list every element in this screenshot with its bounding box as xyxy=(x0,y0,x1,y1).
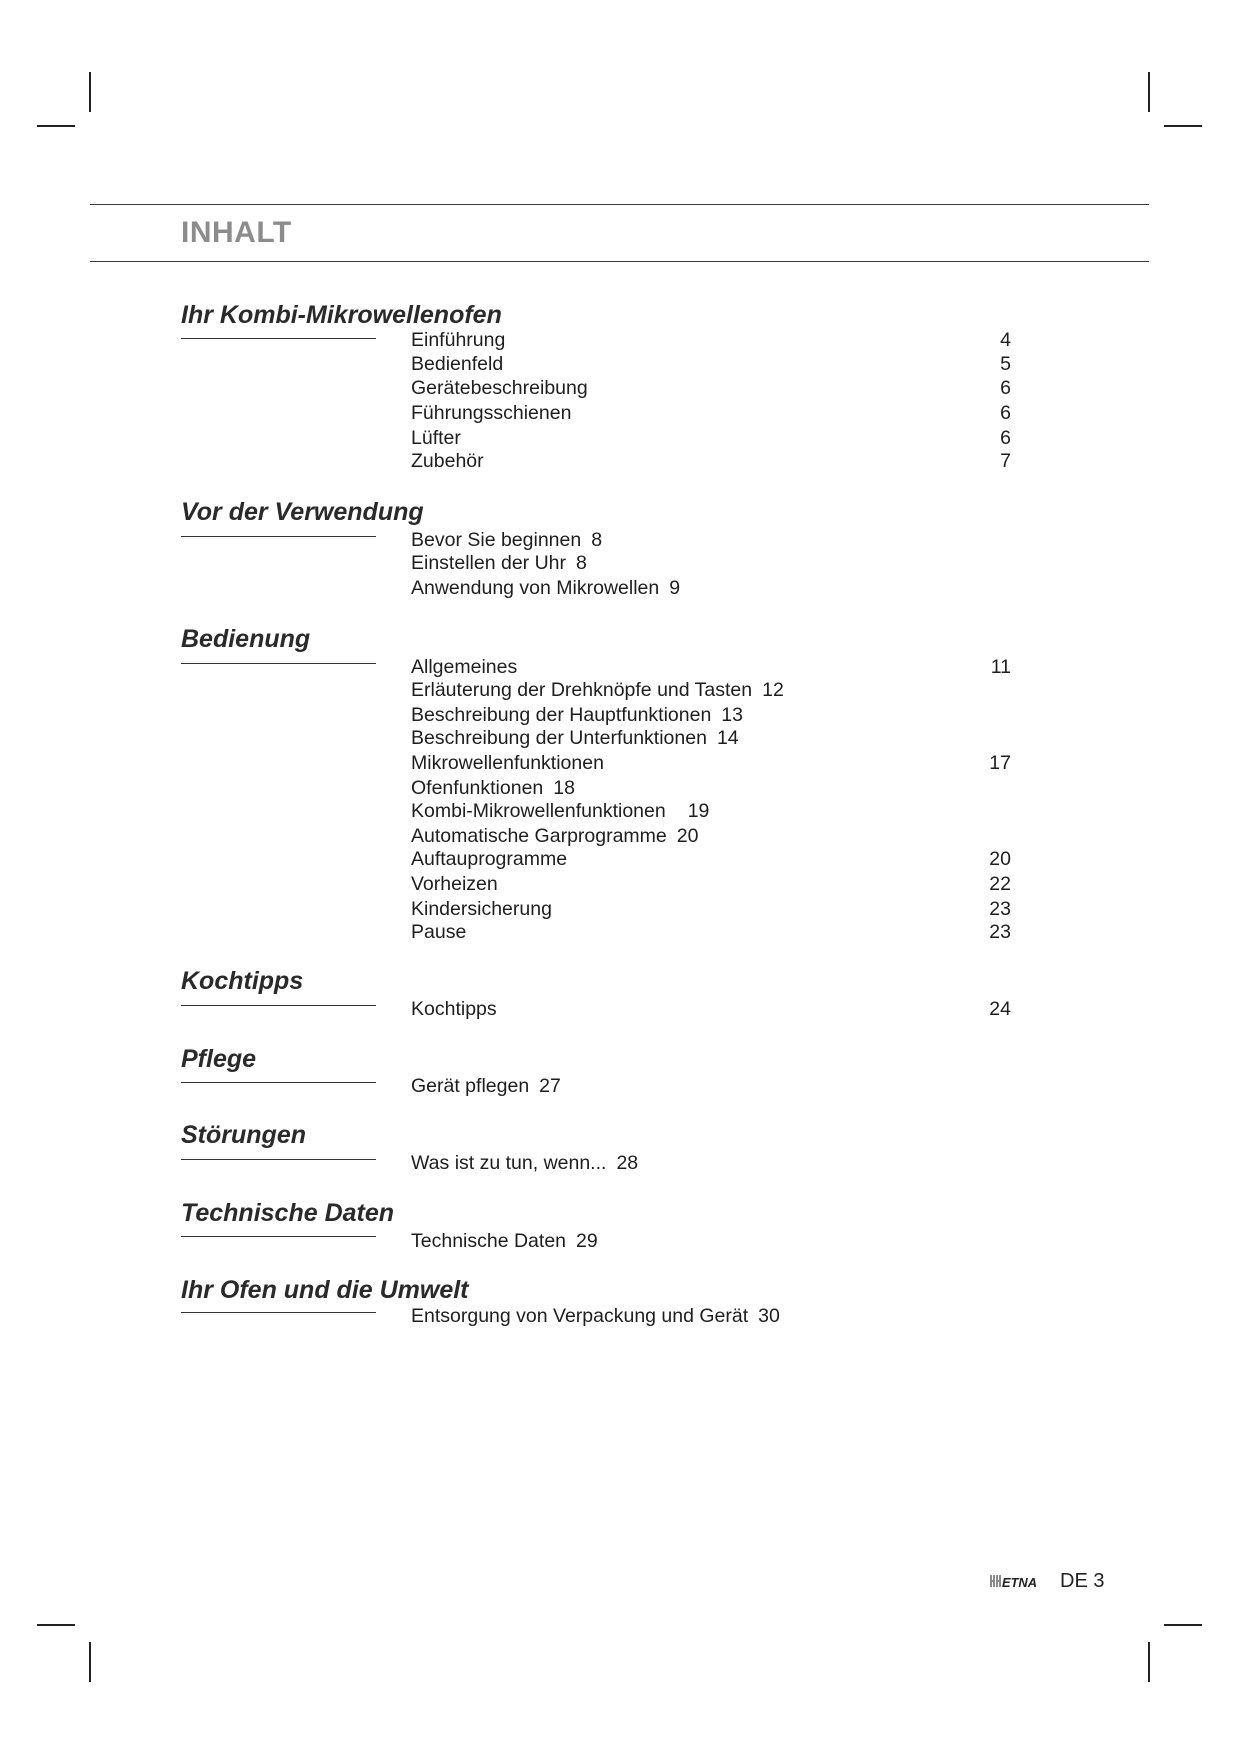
toc-entry-label: Kindersicherung xyxy=(411,898,552,920)
toc-entry-page: 24 xyxy=(989,998,1011,1020)
toc-entry-label: Anwendung von Mikrowellen xyxy=(411,577,660,599)
toc-entry[interactable] xyxy=(411,997,1011,1021)
toc-entry-page: 12 xyxy=(762,679,784,701)
toc-entry-label: Bevor Sie beginnen xyxy=(411,529,582,551)
toc-entry-page: 8 xyxy=(576,552,587,574)
toc-entry-label: Kombi-Mikrowellenfunktionen xyxy=(411,800,666,822)
toc-entry-label: Was ist zu tun, wenn... xyxy=(411,1152,607,1174)
section-underline xyxy=(181,1312,376,1313)
toc-entry[interactable] xyxy=(411,751,1011,775)
toc-entry[interactable] xyxy=(411,847,1011,871)
section-underline xyxy=(181,1236,376,1237)
toc-entry-page: 13 xyxy=(721,704,743,726)
section-heading: Pflege xyxy=(181,1045,257,1073)
toc-entry-page: 4 xyxy=(1000,329,1011,351)
toc-entry[interactable] xyxy=(411,1151,1011,1175)
crop-mark-bottom-right-vertical xyxy=(1148,1642,1150,1682)
toc-entry-label: Zubehör xyxy=(411,450,484,472)
toc-entry-page: 18 xyxy=(553,777,575,799)
toc-entry[interactable] xyxy=(411,576,1011,600)
toc-entry[interactable] xyxy=(411,920,1011,944)
toc-entry[interactable] xyxy=(411,528,1011,552)
toc-entry[interactable] xyxy=(411,1229,1011,1253)
toc-entry-label: Gerät pflegen xyxy=(411,1075,530,1097)
toc-entry[interactable] xyxy=(411,776,1011,800)
toc-entry-label: Entsorgung von Verpackung und Gerät xyxy=(411,1305,749,1327)
toc-entry-page: 30 xyxy=(758,1305,780,1327)
toc-entry[interactable] xyxy=(411,703,1011,727)
toc-entry-label: Allgemeines xyxy=(411,656,518,678)
toc-entry-label: Pause xyxy=(411,921,467,943)
toc-entry-page: 6 xyxy=(1000,427,1011,449)
toc-entry-label: Kochtipps xyxy=(411,998,497,1020)
toc-entry-label: Beschreibung der Unterfunktionen xyxy=(411,727,707,749)
crop-mark-bottom-right-horizontal xyxy=(1164,1624,1202,1626)
toc-entry-label: Automatische Garprogramme xyxy=(411,825,667,847)
toc-entry[interactable] xyxy=(411,426,1011,450)
header-bottom-rule xyxy=(90,261,1149,262)
etna-logo-icon xyxy=(990,1572,1038,1590)
toc-entry-label: Einstellen der Uhr xyxy=(411,552,566,574)
toc-entry-page: 20 xyxy=(676,825,699,847)
section-heading: Vor der Verwendung xyxy=(181,498,424,526)
toc-entry[interactable] xyxy=(411,824,1011,848)
section-heading: Ihr Kombi-Mikrowellenofen xyxy=(181,301,502,329)
toc-entry-page: 20 xyxy=(989,848,1011,870)
toc-entry[interactable] xyxy=(411,799,1011,823)
toc-entry[interactable] xyxy=(411,376,1011,400)
toc-entry[interactable] xyxy=(411,726,1011,750)
section-heading: Ihr Ofen und die Umwelt xyxy=(181,1276,469,1304)
toc-entry-label: Auftauprogramme xyxy=(411,848,568,870)
section-underline xyxy=(181,1005,376,1006)
section-underline xyxy=(181,536,376,537)
toc-entry-page: 11 xyxy=(990,656,1011,678)
toc-entry-label: Erläuterung der Drehknöpfe und Tasten xyxy=(411,679,753,701)
crop-mark-bottom-left-vertical xyxy=(89,1642,91,1682)
toc-entry-label: Lüfter xyxy=(411,427,461,449)
section-underline xyxy=(181,1159,376,1160)
toc-entry[interactable] xyxy=(411,352,1011,376)
toc-entry[interactable] xyxy=(411,872,1011,896)
section-heading: Kochtipps xyxy=(181,967,304,995)
toc-entry-label: Gerätebeschreibung xyxy=(411,377,588,399)
toc-entry[interactable] xyxy=(411,1304,1011,1328)
toc-entry-page: 28 xyxy=(616,1152,639,1174)
toc-entry[interactable] xyxy=(411,449,1011,473)
toc-entry-page: 23 xyxy=(989,921,1011,943)
toc-entry-page: 14 xyxy=(716,727,739,749)
crop-mark-top-right-horizontal xyxy=(1164,125,1202,127)
header-top-rule xyxy=(90,204,1149,205)
toc-entry-page: 27 xyxy=(539,1075,561,1097)
toc-entry[interactable] xyxy=(411,1074,1011,1098)
page-footer xyxy=(990,1566,1104,1596)
toc-entry-page: 6 xyxy=(1000,377,1011,399)
page-number: DE 3 xyxy=(1060,1569,1105,1592)
toc-entry-page: 8 xyxy=(591,529,603,551)
section-heading: Bedienung xyxy=(181,625,311,653)
toc-entry-label: Mikrowellenfunktionen xyxy=(411,752,604,774)
toc-entry[interactable] xyxy=(411,401,1011,425)
toc-entry-label: Einführung xyxy=(411,329,506,351)
toc-entry-page: 19 xyxy=(687,800,710,822)
toc-entry-page: 6 xyxy=(1000,402,1011,424)
toc-entry[interactable] xyxy=(411,678,1011,702)
crop-mark-bottom-left-horizontal xyxy=(37,1624,75,1626)
toc-entry-page: 7 xyxy=(1000,450,1011,472)
section-heading: Technische Daten xyxy=(181,1199,395,1227)
toc-entry-label: Vorheizen xyxy=(411,873,498,895)
toc-entry-label: Ofenfunktionen xyxy=(411,777,544,799)
crop-mark-top-right-vertical xyxy=(1148,72,1150,112)
toc-entry-page: 22 xyxy=(989,873,1011,895)
section-underline xyxy=(181,338,376,339)
toc-entry-page: 23 xyxy=(989,898,1011,920)
toc-entry-page: 17 xyxy=(989,752,1011,774)
toc-entry-page: 29 xyxy=(576,1230,598,1252)
toc-entry[interactable] xyxy=(411,328,1011,352)
toc-entry-label: Beschreibung der Hauptfunktionen xyxy=(411,704,712,726)
toc-entry-label: Technische Daten xyxy=(411,1230,567,1252)
toc-entry[interactable] xyxy=(411,897,1011,921)
toc-entry-page: 9 xyxy=(669,577,681,599)
toc-entry[interactable] xyxy=(411,655,1011,679)
toc-entry[interactable] xyxy=(411,551,1011,575)
page-title: INHALT xyxy=(181,216,292,249)
toc-entry-label: Führungsschienen xyxy=(411,402,572,424)
section-heading: Störungen xyxy=(181,1121,306,1149)
toc-entry-page: 5 xyxy=(1000,353,1011,375)
logo-text: ETNA xyxy=(1002,1575,1037,1590)
toc-entry-label: Bedienfeld xyxy=(411,353,504,375)
crop-mark-top-left-vertical xyxy=(89,72,91,112)
crop-mark-top-left-horizontal xyxy=(37,125,75,127)
section-underline xyxy=(181,663,376,664)
section-underline xyxy=(181,1082,376,1083)
